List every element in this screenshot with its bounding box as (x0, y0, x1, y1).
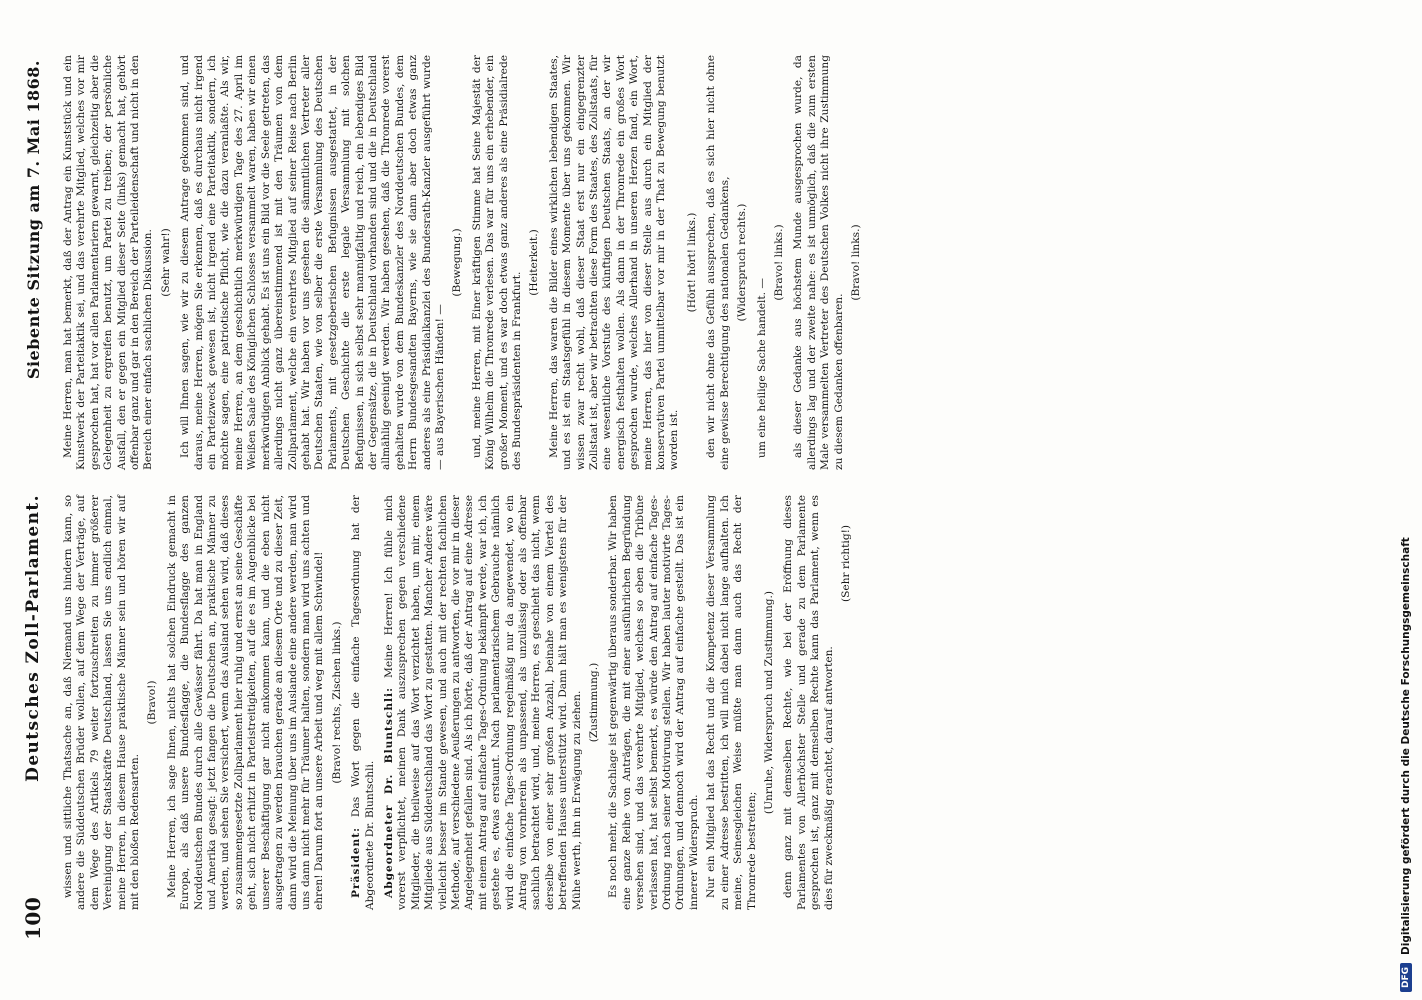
paragraph: wissen und sittliche Thatsache an, daß Niemand uns hindern kann, so andere die Süddeutschen Brüder wollen, auf dem Wege der Verträge, auf dem Wege des Artikels 79 weiter fortzuschreiten zu immer größerer Vereinigung der Staatskräfte Deutschland, lassen Sie uns endlich einmal, meine Herren, in diesem Hause praktische Männer sein und hören wir auf mit den bloßen Redensarten. (62, 495, 142, 910)
paragraph: Meine Herren, man hat bemerkt, daß der Antrag ein Kunststück und ein Kunstwerk der Parteitaktik sei, und das verehrte Mitglied, welches vor mir gesprochen hat, hat vor allen Parlamentariern gewarnt, gleichzeitig aber die Gelegenheit zu ergreifen benutzt, um Partei zu treiben; der persönliche Ausfall, den er gegen ein Mitglied dieser Seite (links) gemacht hat, gehört offenbar ganz und gar in den Bereich der Parteileidenschaft und nicht in den Bereich einer einfach sachlichen Diskussion. (62, 55, 155, 470)
paragraph: denn ganz mit demselben Rechte, wie bei der Eröffnung dieses Parlamentes von Allerhöchster Stelle und gerade zu dem Parlamente gesprochen ist, ganz mit demselben Rechte kann das Parlament, wenn es dies für zweckmäßig erachtet, darauf antworten. (782, 495, 835, 910)
audience-reaction: (Sehr richtig!) (839, 525, 852, 602)
publication-title: Deutsches Zoll-Parlament. (23, 494, 43, 782)
paragraph: als dieser Gedanke aus höchstem Munde ausgesprochen wurde, da allerdings lag und der zweite nahe: es ist unmöglich, daß die zum ersten Male versammelten Vertreter des Deutschen Volkes nicht ihre Zustimmung zu diesem Gedanken offenbaren. (792, 55, 845, 470)
audience-reaction: (Unruhe, Widerspruch und Zustimmung.) (762, 590, 775, 815)
paragraph: den wir nicht ohne das Gefühl aussprechen, daß es sich hier nicht ohne eine gewisse Berechtigung des nationalen Gedankens, (705, 55, 731, 470)
speech-text: Das Wort gegen die einfache Tagesordnung hat der Abgeordnete Dr. Bluntschli. (350, 495, 376, 910)
speaker-label: Abgeordneter Dr. Bluntschli: (382, 687, 395, 898)
audience-reaction: (Bravo! rechts, Zischen links.) (330, 621, 343, 784)
audience-reaction: (Heiterkeit.) (528, 229, 541, 296)
page-number: 100 (21, 896, 45, 940)
dfg-logo: DFG (1400, 963, 1412, 992)
page-header (18, 60, 48, 940)
session-date: Siebente Sitzung am 7. Mai 1868. (23, 60, 43, 380)
audience-reaction: (Bewegung.) (451, 228, 464, 297)
audience-reaction: (Zustimmung.) (588, 662, 601, 743)
paragraph: um eine heilige Sache handelt. — (755, 278, 768, 458)
speaker-label: Präsident: (350, 826, 363, 898)
speech-text: Meine Herren! Ich fühle mich vorerst verpflichtet, meinen Dank auszusprechen gegen verschiedene Mitglieder, die theilweise auf das Wort verzichtet haben, um mir, einem Mitgliede aus Süddeutschland das Wort zu gestatten. Mancher Andere wäre vielleicht besser im Stande gewesen, und auch mit der rechten fachlichen Methode, auf verschiedene Aeußerungen zu antworten, die vor mir in dieser Angelegenheit gefallen sind. Als ich hörte, daß der Antrag auf eine Adresse mit einem Antrag auf einfache Tages-Ordnung bekämpft werde, war ich, ich gestehe es, etwas erstaunt. Nach parlamentarischem Gebrauche nämlich wird die einfache Tages-Ordnung regelmäßig nur da angewendet, wo ein Antrag von vornherein als unpassend, als unzulässig oder als offenbar sachlich betrachtet wird, und, meine Herren, es geschieht das nicht, wenn derselbe von einer sehr großen Anzahl, beinahe von einem Viertel des betreffenden Hauses unterstützt wird. Dann hält man es wenigstens für der Mühe werth, ihn in Erwägung zu ziehen. (382, 495, 583, 910)
paragraph: Meine Herren, das waren die Bilder eines wirklichen lebendigen Staates, und es ist ein Staatsgefühl in diesem Momente über uns gekommen. Wir wissen zwar recht wohl, daß dieser Staat erst nur ein eingegrenzter Zollstaat ist, aber wir betrachten diese Form des Staates, des Zollstaats, für eine wesentliche Vorstufe des künftigen Deutschen Staats, an der wir energisch festhalten wollen. Als dann in der Thronrede ein großes Wort gesprochen wurde, welches Allerhand in unseren Herzen fand, ein Wort, meine Herren, das hier von dieser Stelle aus durch ein Mitglied der konservativen Partei unmittelbar vor mir in der That zu Bewegung benutzt worden ist. (547, 55, 681, 470)
audience-reaction: (Bravo!) (146, 680, 159, 725)
audience-reaction: (Sehr wahr!) (159, 228, 172, 297)
audience-reaction: (Bravo! links.) (772, 224, 785, 301)
paragraph: Es noch mehr, die Sachlage ist gegenwärtig überaus sonderbar. Wir haben eine ganze Reihe von Anträgen, die mit einer ausführlichen Begründung versehen sind, und das verehrte Mitglied, welches so eben die Tribüne verlassen hat, hat selbst bemerkt, es würde den Antrag auf einfache Tages-Ordnung nach seiner Motivirung stellen. Wir haben lauter motivirte Tages-Ordnungen, und dennoch wird der Antrag auf einfache gestellt. Das ist ein innerer Widerspruch. (607, 495, 700, 910)
audience-reaction: (Hört! hört! links.) (685, 212, 698, 313)
paragraph: und, meine Herren, mit Einer kräftigen Stimme hat Seine Majestät der König Wilhelm die Thronrede verlesen. Das war für uns ein erhebender, ein großer Moment, und es war doch etwas ganz anderes als eine Präsidialrede des Bundespräsidenten in Frankfurt. (470, 55, 523, 470)
paragraph: Nur ein Mitglied hat das Recht und die Kompetenz dieser Versammlung zu einer Adresse bestritten, ich will mich dabei nicht lange aufhalten. Ich meine, Seinesgleichen Weise müßte man dann auch das Recht der Thronrede bestreiten; (705, 495, 758, 910)
paragraph: Ich will Ihnen sagen, wie wir zu diesem Antrage gekommen sind, und daraus, meine Herren, mögen Sie erkennen, daß es durchaus nicht irgend ein Parteizweck gewesen ist, nicht irgend eine Parteitaktik, sondern, ich möchte sagen, eine patriotische Pflicht, wie die dazu veranlaßte. Als wir, meine Herren, an dem geschichtlich merkwürdigen Tage des 27. April im Weißen Saale des Königlichen Schlosses versammelt waren, haben wir einen merkwürdigen Anblick gehabt. Es ist uns ein Bild vor die Seele getreten, das allerdings nicht ganz übereinstimmend ist mit den Träumen von dem Zollparlament, welche ein verehrtes Mitglied auf seiner Reise nach Berlin gehabt hat. Wir haben vor uns gesehen die sämmtlichen Vertreter aller Deutschen Staaten, wie von selber die erste Versammlung des Deutschen Parlaments, mit gesetzgeberischen Befugnissen ausgestattet, in der Deutschen Geschichte die erste legale Versammlung mit solchen Befugnissen, in sich selbst sehr mannigfaltig und reich, ein lebendiges Bild der Gegensätze, die in Deutschland vorhanden sind und die in Deutschland allmählig geeinigt werden. Wir haben gesehen, daß die Thronrede vorerst gehalten wurde von dem Bundeskanzler des Norddeutschen Bundes, dem Herrn Bundesgesandten Bayerns, wie sie dann aber doch etwas ganz anderes als eine Präsidialkanzlei des Bundesrath-Kanzler ausgeführt wurde — aus Bayerischen Händen! — (179, 55, 446, 470)
digitization-credit (1395, 0, 1417, 1000)
right-text-column (62, 55, 869, 470)
audience-reaction: (Widerspruch rechts.) (736, 203, 749, 322)
left-text-column (62, 495, 859, 910)
speaker-paragraph (383, 495, 584, 910)
speaker-paragraph (350, 495, 377, 910)
credit-text: Digitalisierung gefördert durch die Deutsche Forschungsgemeinschaft (1400, 537, 1412, 955)
paragraph: Meine Herren, ich sage Ihnen, nichts hat solchen Eindruck gemacht in Europa, als daß unsere Bundesflagge, die Bundesflagge des ganzen Norddeutschen Bundes durch alle Gewässer fährt. Da hat man in England und Amerika gesagt: jetzt fangen die Deutschen an, praktische Männer zu werden, und sehen Sie versichert, wenn das Ausland sehen wird, daß dieses so zusammengesetzte Zollparlament hier ruhig und ernst an seine Geschäfte geht, sich nicht erhitzt in Parteistreitigkeiten, auf die es im Augenblicke bei unserer Beschäftigung gar nicht ankommen kann, und die eben nicht ausgetragen zu werden brauchen gerade an diesem Orte und zu dieser Zeit, dann wird die Meinung über uns im Auslande eine andere werden, man wird uns dann nicht mehr für Träumer halten, sondern man wird uns achten und ehren! Darum fort an unsere Arbeit und weg mit allem Schwindel! (165, 495, 326, 910)
audience-reaction: (Bravo! links.) (849, 224, 862, 301)
